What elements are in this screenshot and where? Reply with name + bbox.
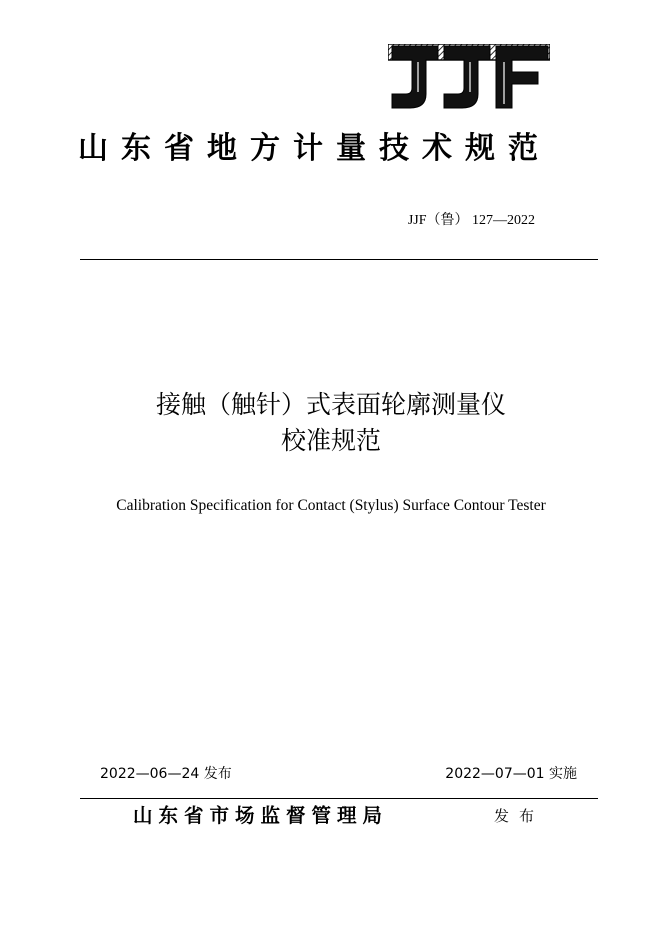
top-divider: [80, 259, 598, 260]
english-title: Calibration Specification for Contact (Stylus) Surface Contour Tester: [116, 497, 546, 514]
jjf-logo: [388, 44, 550, 110]
issue-label: 发布: [494, 807, 545, 825]
document-title-line-1: 接触（触针）式表面轮廓测量仪: [155, 390, 506, 419]
document-code: JJF（鲁） 127—2022: [407, 213, 535, 228]
issuing-authority: 山东省市场监督管理局: [133, 804, 389, 827]
issuer-title: 山东省地方计量技术规范: [78, 131, 551, 166]
issue-date: 2022—06—24 发布: [100, 766, 232, 782]
document-title-line-2: 校准规范: [280, 426, 381, 455]
implementation-date: 2022—07—01 实施: [445, 766, 577, 782]
bottom-divider: [80, 798, 598, 799]
